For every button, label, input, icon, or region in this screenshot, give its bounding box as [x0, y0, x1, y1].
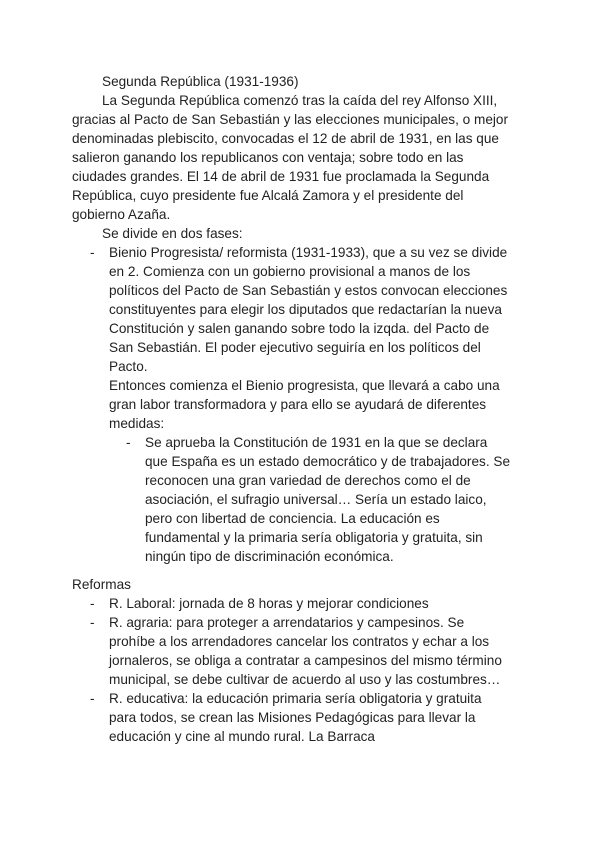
bullet-dash: - — [126, 435, 131, 450]
constitucion-line: Se aprueba la Constitución de 1931 en la que se declara — [145, 435, 488, 450]
bienio-line: San Sebastián. El poder ejecutivo seguiría en los políticos del — [109, 340, 481, 355]
reforma-laboral-line: R. Laboral: jornada de 8 horas y mejorar condiciones — [109, 596, 429, 611]
reformas-heading: Reformas — [72, 577, 131, 592]
reforma-educativa-line: para todos, se crean las Misiones Pedagógicas para llevar la — [109, 710, 476, 725]
constitucion-line: que España es un estado democrático y de trabajadores. Se — [145, 454, 511, 469]
reforma-agraria-line: prohíbe a los arrendadores cancelar los contratos y echar a los — [109, 634, 490, 649]
constitucion-line: pero con libertad de conciencia. La educación es — [145, 511, 440, 526]
reforma-agraria-line: municipal, se debe cultivar de acuerdo al uso y las costumbres… — [109, 672, 501, 687]
bienio-line: en 2. Comienza con un gobierno provisional a manos de los — [109, 264, 471, 279]
bienio-line: constituyentes para elegir los diputados que redactarían la nueva — [109, 302, 502, 317]
constitucion-line: asociación, el sufragio universal… Sería un estado laico, — [145, 492, 487, 507]
bienio-cont-line: gran labor transformadora y para ello se ayudará de diferentes — [109, 397, 487, 412]
section-title: Segunda República (1931-1936) — [102, 74, 299, 89]
reforma-agraria-line: R. agraria: para proteger a arrendatarios y campesinos. Se — [109, 615, 465, 630]
intro-line: denominadas plebiscito, convocadas el 12 de abril de 1931, en las que — [72, 131, 499, 146]
constitucion-line: reconocen una gran variedad de derechos como el de — [145, 473, 471, 488]
bienio-line: políticos del Pacto de San Sebastián y estos convocan elecciones — [109, 283, 508, 298]
intro-line: ciudades grandes. El 14 de abril de 1931 fue proclamada la Segunda — [72, 169, 490, 184]
reforma-agraria-line: jornaleros, se obliga a contratar a campesinos del mismo término — [109, 653, 502, 668]
bullet-dash: - — [90, 245, 95, 260]
constitucion-line: ningún tipo de discriminación económica. — [145, 549, 394, 564]
bienio-cont-line: medidas: — [109, 416, 165, 431]
intro-line: República, cuyo presidente fue Alcalá Zamora y el presidente del — [72, 188, 464, 203]
bienio-cont-line: Entonces comienza el Bienio progresista, que llevará a cabo una — [109, 378, 500, 393]
reforma-educativa-line: R. educativa: la educación primaria sería obligatoria y gratuita — [109, 691, 482, 706]
intro-line: gracias al Pacto de San Sebastián y las elecciones municipales, o mejor — [72, 112, 508, 127]
bienio-line: Pacto. — [109, 359, 148, 374]
bienio-line: Bienio Progresista/ reformista (1931-1933), que a su vez se divide — [109, 245, 508, 260]
intro-line: La Segunda República comenzó tras la caída del rey Alfonso XIII, — [102, 93, 498, 108]
reforma-educativa-line: educación y cine al mundo rural. La Barraca — [109, 729, 375, 744]
bienio-line: Constitución y salen ganando sobre todo la izqda. del Pacto de — [109, 321, 490, 336]
bullet-dash: - — [90, 615, 95, 630]
bullet-dash: - — [90, 596, 95, 611]
bullet-dash: - — [90, 691, 95, 706]
intro-line: gobierno Azaña. — [72, 207, 171, 222]
constitucion-line: fundamental y la primaria sería obligatoria y gratuita, sin — [145, 530, 483, 545]
phases-intro: Se divide en dos fases: — [102, 226, 243, 241]
intro-line: salieron ganando los republicanos con ventaja; sobre todo en las — [72, 150, 464, 165]
